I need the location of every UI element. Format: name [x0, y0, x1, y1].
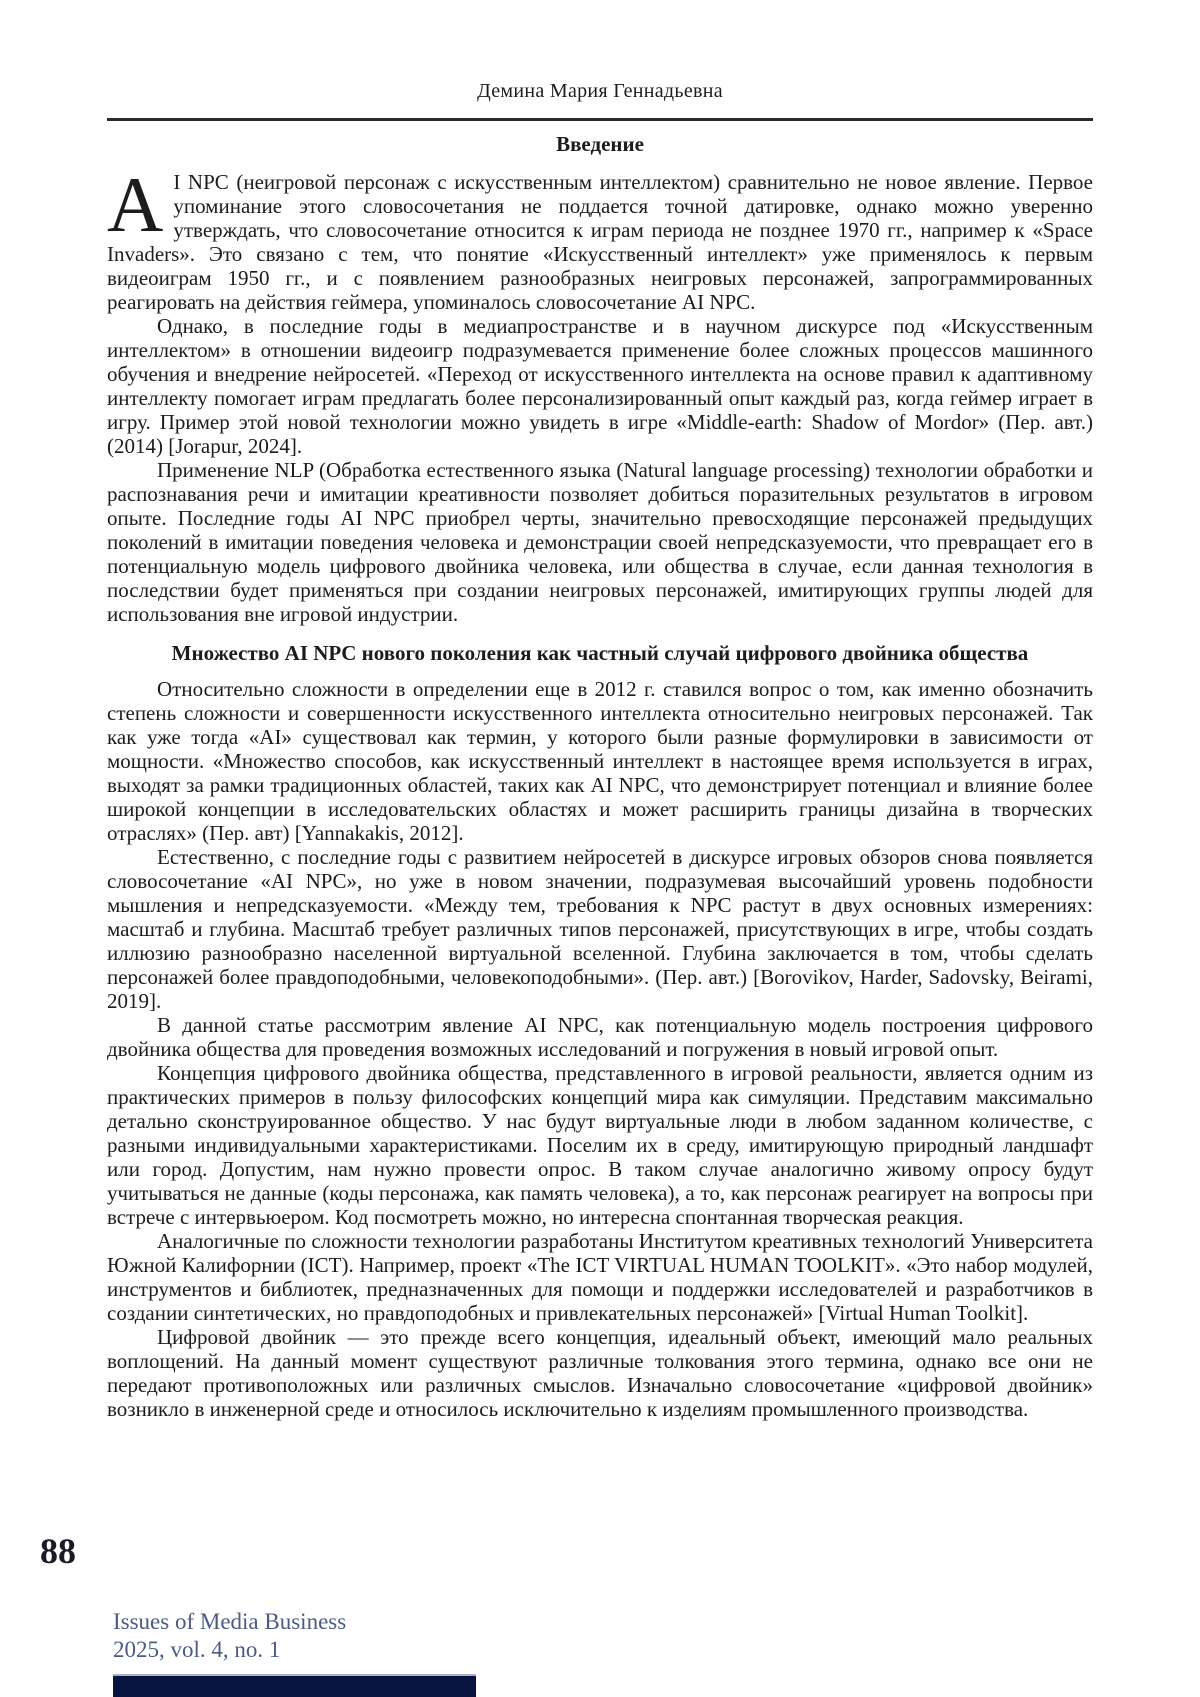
journal-footer — [113, 1608, 346, 1664]
paragraph: Относительно сложности в определении еще в 2012 г. ставился вопрос о том, как именно обозначить степень сложности и совершенности искусственного интеллекта относительно неигровых персонажей. Так как уже тогда «AI» существовал как термин, у которого были разные формулировки в зависимости от мощности. «Множество способов, как искусственный интеллект в настоящее время используется в играх, выходят за рамки традиционных областей, таких как AI NPC, что демонстрирует потенциал и влияние более широкой концепции в исследовательских областях и может расширить границы дизайна в творческих отраслях» (Пер. авт) [Yannakakis, 2012]. — [107, 677, 1093, 845]
article-body — [107, 132, 1093, 1421]
paragraph-text: I NPC (неигровой персонаж с искусственным интеллектом) сравнительно не новое явление. Первое упоминание этого словосочетания не поддается точной датировке, однако можно уверенно утверждать, что словосочетание относится к играм периода не позднее 1970 гг., например к «Space Invaders». Это связано с тем, что понятие «Искусственный интеллект» уже применялось к первым видеоиграм 1950 гг., и с появлением разнообразных неигровых персонажей, запрограммированных реагировать на действия геймера, упоминалось словосочетание AI NPC. — [107, 170, 1093, 314]
paragraph: Применение NLP (Обработка естественного языка (Natural language processing) технологии обработки и распознавания речи и имитации креативности позволяет добиться поразительных результатов в игровом опыте. Последние годы AI NPC приобрел черты, значительно превосходящие персонажей предыдущих поколений в имитации поведения человека и демонстрации своей непредсказуемости, что превращает его в потенциальную модель цифрового двойника человека, или общества в случае, если данная технология в последствии будет применяться при создании неигровых персонажей, имитирующих группы людей для использования вне игровой индустрии. — [107, 458, 1093, 626]
paragraph: Цифровой двойник — это прежде всего концепция, идеальный объект, имеющий мало реальных воплощений. На данный момент существуют различные толкования этого термина, однако все они не передают противоположных или различных смыслов. Изначально словосочетание «цифровой двойник» возникло в инженерной среде и относилось исключительно к изделиям промышленного производства. — [107, 1325, 1093, 1421]
paragraph: Аналогичные по сложности технологии разработаны Институтом креативных технологий Университета Южной Калифорнии (ICT). Например, проект «The ICT VIRTUAL HUMAN TOOLKIT». «Это набор модулей, инструментов и библиотек, предназначенных для помощи и поддержки исследователей и разработчиков в создании синтетических, но правдоподобных и привлекательных персонажей» [Virtual Human Toolkit]. — [107, 1229, 1093, 1325]
paragraph: Однако, в последние годы в медиапространстве и в научном дискурсе под «Искусственным интеллектом» в отношении видеоигр подразумевается применение более сложных процессов машинного обучения и внедрение нейросетей. «Переход от искусственного интеллекта на основе правил к адаптивному интеллекту помогает играм предлагать более персонализированный опыт каждый раз, когда геймер играет в игру. Пример этой новой технологии можно увидеть в игре «Middle-earth: Shadow of Mordor» (Пер. авт.) (2014) [Jorapur, 2024]. — [107, 314, 1093, 458]
paragraph: Концепция цифрового двойника общества, представленного в игровой реальности, является одним из практических примеров в пользу философских концепций мира как симуляции. Представим максимально детально сконструированное общество. У нас будут виртуальные люди в любом заданном количестве, с разными индивидуальными характеристиками. Поселим их в среду, имитирующую природный ландшафт или город. Допустим, нам нужно провести опрос. В таком случае аналогично живому опросу будут учитываться не данные (коды персонажа, как память человека), а то, как персонаж реагирует на вопросы при встрече с интервьюером. Код посмотреть можно, но интересна спонтанная творческая реакция. — [107, 1061, 1093, 1229]
journal-name: Issues of Media Business — [113, 1609, 347, 1634]
paragraph: Естественно, с последние годы с развитием нейросетей в дискурсе игровых обзоров снова появляется словосочетание «AI NPC», но уже в новом значении, подразумевая высочайший уровень подобности мышления и непредсказуемости. «Между тем, требования к NPC растут в двух основных измерениях: масштаб и глубина. Масштаб требует различных типов персонажей, присутствующих в игре, чтобы создать иллюзию разнообразно населенной виртуальной вселенной. Глубина заключается в том, чтобы сделать персонажей более правдоподобными, человекоподобными». (Пер. авт.) [Borovikov, Harder, Sadovsky, Beirami, 2019]. — [107, 845, 1093, 1013]
page-number: 88 — [40, 1531, 76, 1571]
running-head-author: Демина Мария Геннадьевна — [477, 80, 723, 102]
section-heading-introduction: Введение — [556, 132, 644, 156]
paragraph: В данной статье рассмотрим явление AI NPC, как потенциальную модель построения цифрового двойника общества для проведения возможных исследований и погружения в новый игровой опыт. — [107, 1013, 1093, 1061]
paragraph — [107, 161, 1093, 314]
journal-issue-info: 2025, vol. 4, no. 1 — [113, 1637, 281, 1662]
header-rule — [107, 118, 1093, 121]
section-heading-ai-npc: Множество AI NPC нового поколения как частный случай цифрового двойника общества — [171, 641, 1029, 665]
dropcap-letter: A — [107, 161, 164, 248]
footer-accent-bar — [113, 1674, 476, 1697]
